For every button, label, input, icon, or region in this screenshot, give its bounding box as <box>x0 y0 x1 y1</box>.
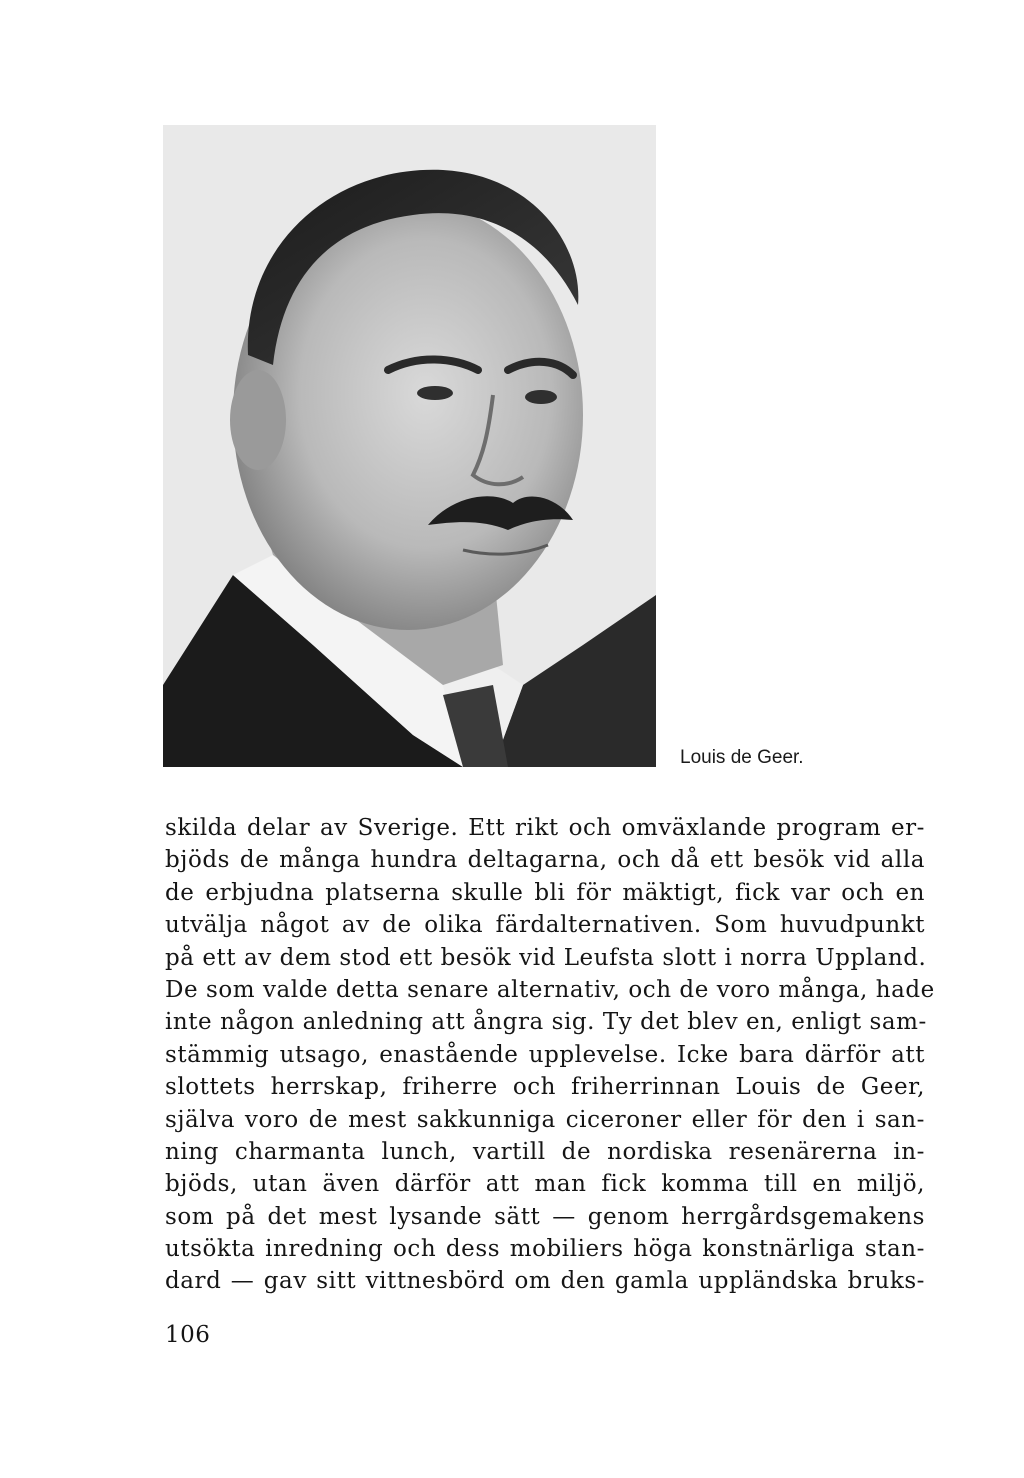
text-line: utsökta inredning och dess mobiliers höga konstnärliga stan- <box>165 1236 925 1263</box>
text-line: bjöds, utan även därför att man fick komma till en miljö, <box>165 1171 925 1198</box>
text-line: själva voro de mest sakkunniga ciceroner eller för den i san- <box>165 1106 925 1133</box>
text-line: inte någon anledning att ångra sig. Ty det blev en, enligt sam- <box>165 1009 927 1036</box>
text-line: de erbjudna platserna skulle bli för mäktigt, fick var och en <box>165 879 925 906</box>
text-line: slottets herrskap, friherre och friherrinnan Louis de Geer, <box>165 1074 925 1101</box>
text-line: utvälja något av de olika färdalternativen. Som huvudpunkt <box>165 912 925 939</box>
text-line: bjöds de många hundra deltagarna, och då ett besök vid alla <box>165 847 925 874</box>
text-line: dard — gav sitt vittnesbörd om den gamla uppländska bruks- <box>165 1268 925 1295</box>
text-line: skilda delar av Sverige. Ett rikt och omväxlande program er- <box>165 815 925 841</box>
text-line: ning charmanta lunch, vartill de nordiska resenärerna in- <box>165 1138 925 1165</box>
text-line: på ett av dem stod ett besök vid Leufsta slott i norra Uppland. <box>165 944 927 971</box>
text-line: som på det mest lysande sätt — genom herrgårdsgemakens <box>165 1203 925 1230</box>
text-line: stämmig utsago, enastående upplevelse. Icke bara därför att <box>165 1041 925 1068</box>
portrait-photo <box>163 125 656 767</box>
text-line: De som valde detta senare alternativ, och de voro många, hade <box>165 976 935 1003</box>
photo-caption: Louis de Geer. <box>680 747 804 768</box>
page-number: 106 <box>165 1322 211 1348</box>
body-paragraph <box>165 812 935 1298</box>
